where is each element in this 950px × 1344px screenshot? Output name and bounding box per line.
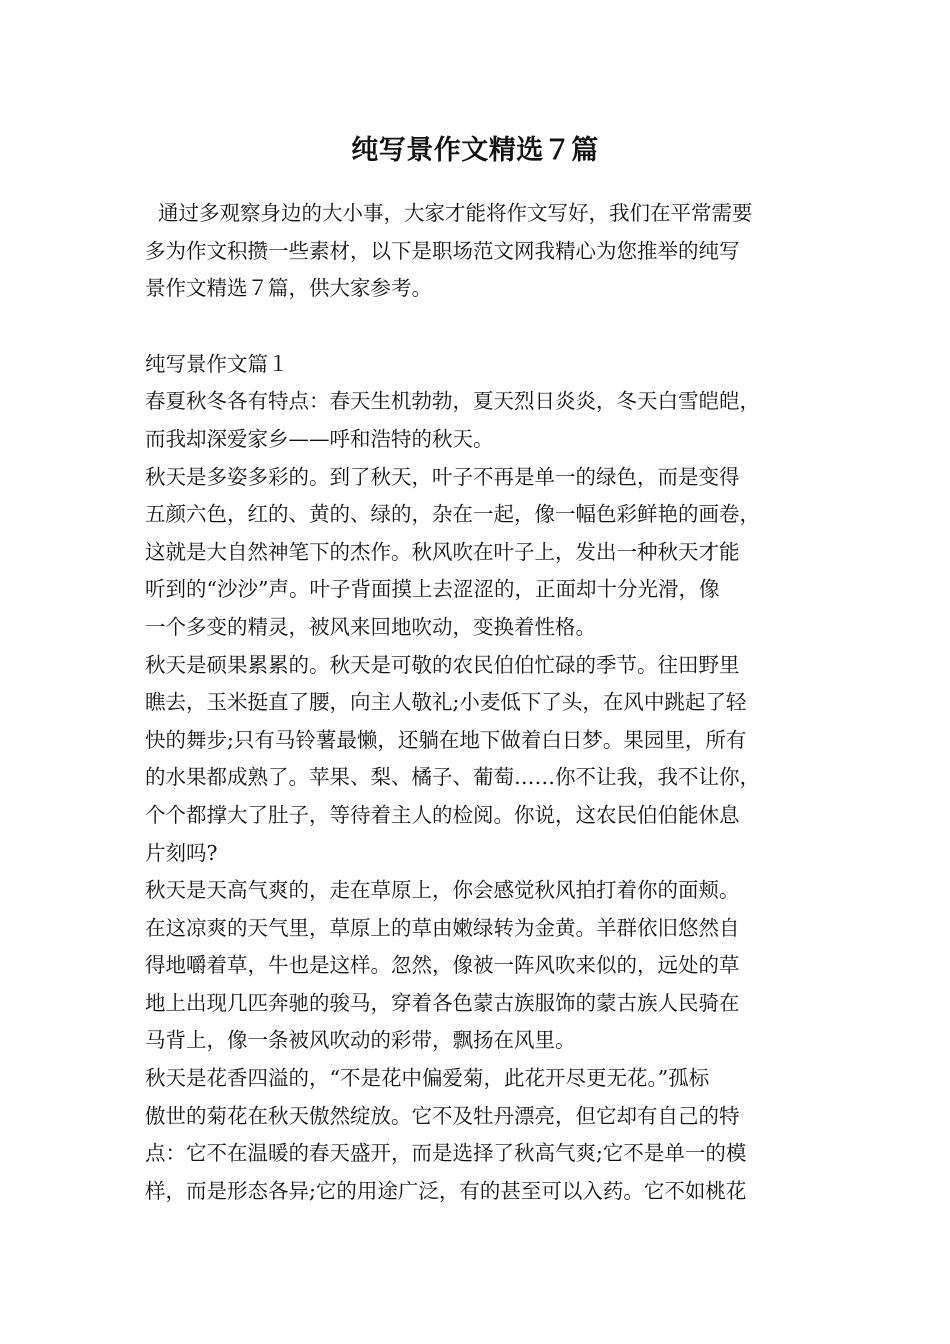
body-line: 地上出现几匹奔驰的骏马，穿着各色蒙古族服饰的蒙古族人民骑在 [145,990,740,1015]
body-line: 点：它不在温暖的春天盛开，而是选择了秋高气爽;它不是单一的模 [145,1141,747,1166]
body-line: 马背上，像一条被风吹动的彩带，飘扬在风里。 [145,1028,576,1053]
body-line: 的水果都成熟了。苹果、梨、橘子、葡萄……你不让我，我不让你， [145,765,760,790]
intro-line: 景作文精选７篇，供大家参考。 [145,276,432,301]
body-line: 秋天是多姿多彩的。到了秋天，叶子不再是单一的绿色，而是变得 [145,464,740,489]
body-line: 得地嚼着草，牛也是这样。忽然，像被一阵风吹来似的，远处的草 [145,953,740,978]
paragraph-spacer [145,308,825,346]
section-heading [145,346,825,384]
section-heading-text: 纯写景作文篇１ [145,351,289,376]
document-body [145,195,825,1210]
body-line: 快的舞步;只有马铃薯最懒，还躺在地下做着白日梦。果园里，所有 [145,727,747,752]
body-line: 个个都撑大了肚子，等待着主人的检阅。你说，这农民伯伯能休息 [145,802,740,827]
body-line: 听到的“沙沙”声。叶子背面摸上去涩涩的，正面却十分光滑，像 [145,577,720,602]
intro-paragraph [145,195,825,308]
body-line: 五颜六色，红的、黄的、绿的，杂在一起，像一幅色彩鲜艳的画卷， [145,502,760,527]
body-line: 瞧去，玉米挺直了腰，向主人敬礼;小麦低下了头，在风中跳起了轻 [145,690,747,715]
body-line: 片刻吗? [145,840,218,865]
intro-line: 多为作文积攒一些素材，以下是职场范文网我精心为您推举的纯写 [145,238,740,263]
essay-body [145,383,825,1210]
body-line: 傲世的菊花在秋天傲然绽放。它不及牡丹漂亮，但它却有自己的特 [145,1103,740,1128]
body-line: 在这凉爽的天气里，草原上的草由嫩绿转为金黄。羊群依旧悠然自 [145,915,740,940]
body-line: 春夏秋冬各有特点：春天生机勃勃，夏天烈日炎炎，冬天白雪皑皑， [145,389,760,414]
body-line: 秋天是天高气爽的，走在草原上，你会感觉秋风拍打着你的面颊。 [145,878,740,903]
body-line: 秋天是花香四溢的，“不是花中偏爱菊，此花开尽更无花。”孤标 [145,1066,710,1091]
body-line: 一个多变的精灵，被风来回地吹动，变换着性格。 [145,614,596,639]
body-line: 秋天是硕果累累的。秋天是可敬的农民伯伯忙碌的季节。往田野里 [145,652,740,677]
document-title: 纯写景作文精选７篇 [351,135,599,166]
intro-line: 通过多观察身边的大小事，大家才能将作文写好，我们在平常需要 [145,201,753,225]
body-line: 这就是大自然神笔下的杰作。秋风吹在叶子上，发出一种秋天才能 [145,539,740,564]
body-line: 而我却深爱家乡——呼和浩特的秋天。 [145,426,494,451]
body-line: 样，而是形态各异;它的用途广泛，有的甚至可以入药。它不如桃花 [145,1178,747,1203]
